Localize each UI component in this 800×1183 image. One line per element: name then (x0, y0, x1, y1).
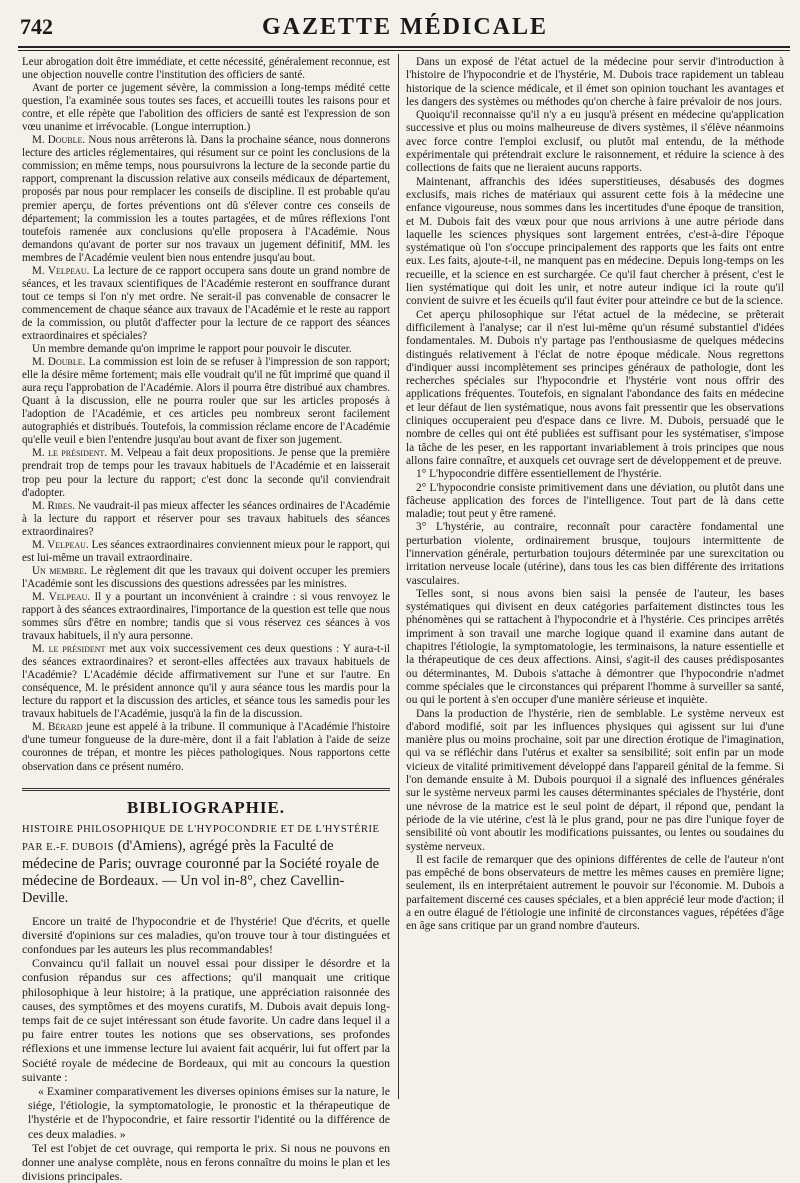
academy-proceedings (22, 56, 390, 774)
paragraph-text: met aux voix successivement ces deux questions : Y aura-t-il des séances extraordinaires? et seront-elles affectées aux travaux habituels de l'Académie? L'Académie décide affirmativement sur l'une et sur l'autre. En conséquence, M. le président annonce qu'il y aura séance tous les mardis pour la lecture du rapport et la discussion des articles, et séance tous les samedis pour les travaux habituels de l'Académie, jusqu'à la fin de la discussion. (22, 643, 390, 721)
review-paragraph: Il est facile de remarquer que des opinions différentes de celle de l'auteur n'ont pas empêché de bons observateurs de mettre les mêmes causes en première ligne; seulement, ils en interprétaient autrement le pouvoir sur l'économie. M. Dubois a parfaitement discerné ces causes spéciales, et a bien apprécié leur mode d'action; il a en outre élagué de l'étiologie une infinité de circonstances vagues, répétées d'âge en âge sans critique par un grand nombre d'auteurs. (406, 853, 784, 933)
proceedings-paragraph (22, 56, 390, 82)
proceedings-paragraph (22, 500, 390, 539)
proceedings-paragraph (22, 343, 390, 356)
speaker-name: M. le président (32, 643, 106, 656)
proceedings-paragraph (22, 265, 390, 343)
speaker-name: M. Velpeau. (32, 264, 90, 277)
speaker-name: M. Bérard (32, 721, 83, 734)
book-title-caps: HISTOIRE PHILOSOPHIQUE DE L'HYPOCONDRIE ET DE L'HYSTÉRIE PAR E.-F. DUBOIS (22, 823, 380, 853)
speaker-name: M. Double. (32, 356, 86, 369)
page-header (20, 12, 790, 48)
review-paragraph: Dans un exposé de l'état actuel de la médecine pour servir d'introduction à l'histoire de l'hypocondrie et de l'hystérie, M. Dubois trace rapidement un tableau historique de la science médicale, et il émet son opinion touchant les avantages et les dangers des systèmes ou méthodes qu'on cherche à faire prévaloir de nos jours. (406, 56, 784, 108)
paragraph-text: Leur abrogation doit être immédiate, et cette nécessité, généralement reconnue, est une objection nouvelle contre l'institution des officiers de santé. (22, 56, 390, 82)
paragraph-text: Un membre demande qu'on imprime le rapport pour pouvoir le discuter. (32, 343, 352, 356)
speaker-name: M. Velpeau. (32, 538, 89, 551)
speaker-name: Un membre. (32, 564, 87, 577)
review-paragraph: 1° L'hypocondrie diffère essentiellement de l'hystérie. (416, 468, 662, 481)
proceedings-paragraph (22, 643, 390, 721)
speaker-name: M. Double. (32, 134, 86, 147)
review-paragraph: Maintenant, affranchis des idées superstitieuses, désabusés des dogmes exclusifs, mais riches de matériaux qui assurent cette fois à la médecine une enfance vigoureuse, nous sommes dans les incertitudes d'une époque de transition, et M. Dubois fait des vœux pour que nous arrivions à une autre période dans laquelle les sciences physiques sont largement entrées, c'est-à-dire l'époque systématique où l'on s'occupe principalement des rapports que les faits ont entre eux. Les faits, ajoute-t-il, ne manquent pas en médecine. Depuis long-temps on les recueille, et la science en est surchargée. Ce qu'il faut chercher à présent, c'est le lien systématique qui doit les unir, et notre auteur indique ici la route qu'il convient de suivre et les écueils qu'il faut éviter pour atteindre ce but de la science. (406, 175, 784, 308)
review-paragraph: Convaincu qu'il fallait un nouvel essai pour dissiper le désordre et la confusion répandus sur ces affections; qu'il manquait une critique philosophique à leur histoire; à la pratique, une appréciation raisonnée des causes, des symptômes et des moyens curatifs, M. Dubois avait depuis long-temps fait de ce sujet intéressant son étude favorite. Un cadre dans lequel il a pu faire entrer toutes les notions que ses observations, ses profondes réflexions et une immense lecture lui avaient fait acquérir, lui fut offert par la Société royale de médecine de Bordeaux, qui mit au concours la question suivante : (22, 956, 390, 1084)
journal-title: GAZETTE MÉDICALE (261, 14, 549, 40)
review-paragraph: Tel est l'objet de cet ouvrage, qui remporta le prix. Si nous ne pouvons en donner une analyse complète, nous en ferons connaître du moins le plan et les divisions principales. (22, 1140, 390, 1183)
review-paragraph: Encore un traité de l'hypocondrie et de l'hystérie! Que d'écrits, et quelle diversité d'opinions sur ces maladies, qu'on trouve tour à tour distinguées et confondues par les auteurs les plus recommandables! (22, 913, 390, 957)
section-separator (22, 788, 390, 791)
review-paragraph: Dans la production de l'hystérie, rien de semblable. Le système nerveux est d'abord modifié, soit par les influences physiques qui agissent sur lui d'une manière plus ou moins prochaine, soit par une direction érotique de l'imagination, qui va se réfléchir dans l'utérus et exalter sa sensibilité; soit enfin par un mode vicieux de vitalité primitivement développé dans l'appareil génital de la femme. Si l'on demande ensuite à M. Dubois pourquoi il a signalé des influences générales sur le système nerveux parmi les causes déterminantes spéciales de l'hystérie, dont une névrose de la matrice est le seul point de départ, il répond que, pendant la période de la vie utérine, c'est là le plus grand, pour ne pas dire l'unique foyer de sensibilité où vont aboutir les modifications puissantes, ou lentes ou soudaines du système nerveux. (406, 707, 784, 853)
paragraph-text: Il y a pourtant un inconvénient à craindre : si vous renvoyez le rapport à des séances extraordinaires, l'importance de la question est telle que nous sommes sûrs d'être en nombre; tandis que si vous réservez ces séances à vos travaux habituels, il n'y aura personne. (22, 590, 390, 643)
left-column (22, 56, 390, 1183)
review-paragraph: Cet aperçu philosophique sur l'état actuel de la médecine, se prêterait difficilement à l'analyse; car il n'est lui-même qu'un résumé substantiel d'idées fondamentales. M. Dubois n'y partage pas l'enthousiasme de quelques médecins distingués relativement à l'éclat de notre époque médicale. Nous regrettons d'indiquer aussi incomplètement ses principes généraux de pathologie, dont les recherches spéciales sur l'hypocondrie et l'hystérie vont nous offrir des applications fréquentes. Toutefois, en signalant l'abondance des faits en médecine et leur défaut de lien systématique, nous avons fait pressentir que les observations cliniques occuperaient peu d'espace dans ce livre. M. Dubois, persuadé que le nombre de celles qui ont été publiées est suffisant pour les systématiser, s'impose la tâche de les peser, en les rapportant invariablement à trois principes que nous allons faire connaître, et auxquels cet ouvrage sert de développement et de preuve. (406, 308, 784, 467)
review-paragraph: 2° L'hypocondrie consiste primitivement dans une déviation, ou plutôt dans une fâcheuse application des forces de l'intelligence. Tout part de là dans cette maladie; tout peut y être ramené. (406, 481, 784, 521)
paragraph-text: Nous nous arrêterons là. Dans la prochaine séance, nous donnerons lecture des articles réglementaires, qui résument sur ce point les conclusions de la commission; en même temps, nous poursuivrons la lecture de la seconde partie du rapport, comprenant la discussion relative aux conseils médicaux de département, proposés par nous pour remplacer les conseils de discipline. Il est probable qu'au premier aperçu, de fortes préventions ont dû s'élever contre ces conseils de département; la commission les a toutes partagées, et de mûres réflexions l'ont toutefois ramenée aux conclusions qu'elle proposera à l'Académie. Nous demandons qu'avant de porter sur nos travaux un jugement définitif, MM. les membres de l'Académie veulent bien nous entendre jusqu'au bout. (22, 134, 390, 264)
paragraph-text: M. Velpeau a fait deux propositions. Je pense que la première prendrait trop de temps pour les travaux habituels de l'Académie et en laisserait trop peu pour la lecture du rapport; c'est donc la seconde qu'il conviendrait d'adopter. (22, 447, 390, 499)
header-rule-thin (18, 50, 790, 51)
proceedings-paragraph (22, 82, 390, 134)
paragraph-text: La commission est loin de se refuser à l'impression de son rapport; elle la désire même fortement; mais elle voudrait qu'il ne fût imprimé que quand il aura reçu l'approbation de l'Académie. Alors il pourra être distribué aux chambres. Quant à la discussion, elle ne pourra rouler que sur les articles proposés à l'adoption de l'Académie, et ces articles peu nombreux seront facilement autographiés et distribués. Toutefois, la commission réclame encore de l'Académie qu'elle veuil e bien l'entendre jusqu'au bout avant de fixer son jugement. (22, 356, 390, 447)
paragraph-text: jeune est appelé à la tribune. Il communique à l'Académie l'histoire d'une tumeur fongueuse de la dure-mère, dont il a fait l'ablation à l'aide de seize couronnes de trépan, et montre les pièces pathologiques. Nous rapportons cette observation dans ce présent numéro. (22, 721, 390, 773)
page-number: 742 (20, 14, 53, 39)
proceedings-paragraph (22, 447, 390, 499)
book-title (22, 820, 390, 907)
paragraph-text: La lecture de ce rapport occupera sans doute un grand nombre de séances, et les travaux scientifiques de l'Académie resteront en souffrance durant tout ce temps si l'on n'y met ordre. Ne serait-il pas convenable de consacrer le commencement de chaque séance aux travaux de l'Académie et le reste au rapport de la commission, ou plutôt d'affecter pour la lecture de ce rapport des séances extraordinaires et spéciales? (22, 264, 390, 342)
paragraph-text: Le règlement dit que les travaux qui doivent occuper les premiers l'Académie sont les discussions des questions adressées par les ministres. (22, 564, 390, 590)
book-review (22, 914, 390, 1183)
speaker-name: M. Ribes. (32, 499, 76, 512)
speaker-name: M. le président. (32, 447, 108, 460)
proceedings-paragraph (22, 591, 390, 643)
review-paragraph: Quoiqu'il reconnaisse qu'il n'y a eu jusqu'à présent en médecine qu'application successive et plus ou moins malheureuse de divers systèmes, il s'élève néanmoins avec force contre l'emploi exclusif, ou plutôt mal entendu, de la méthode expérimentale qui prétendrait exclure le raisonnement, et réduire la science à des collections de faits que ne lieraient aucuns rapports. (406, 109, 784, 175)
header-rule (18, 46, 790, 48)
competition-question: « Examiner comparativement les diverses opinions émises sur la nature, le siége, l'étiologie, la symptomatologie, le pronostic et la thérapeutique de l'hystérie et de l'hypocondrie, et faire ressortir l'identité ou la différence de ces deux maladies. » (28, 1084, 390, 1141)
proceedings-paragraph (22, 539, 390, 565)
review-paragraph: 3° L'hystérie, au contraire, reconnaît pour caractère fondamental une perturbation violente, ordinairement brusque, toujours intermittente de l'innervation générale, perturbation toujours déterminée par une surexcitation ou irritation nerveuse locale (utérine), dans tous les cas bien différente des irritations vasculaires. (406, 521, 784, 587)
column-divider (398, 54, 399, 1099)
review-paragraph: Telles sont, si nous avons bien saisi la pensée de l'auteur, les bases systématiques qui divisent en deux catégories parfaitement distinctes tous les phénomènes qui se rattachent à l'hypocondrie et à l'hystérie. Ces principes arrêtés impriment à son travail une marche logique quand il examine dans autant de chapitres l'étiologie, la symptomatologie, les terminaisons, la nature essentielle et la thérapeutique de ces deux affections. Ainsi, s'agit-il des causes prédisposantes ou déterminantes, M. Dubois s'attache à démontrer que l'hypocondrie n'admet comme spéciales que le circonstances qui préparent l'homme à surveiller sa santé, ou qui le portent à s'en occuper d'une manière sérieuse et inquiète. (406, 587, 784, 707)
proceedings-paragraph (22, 134, 390, 264)
speaker-name: M. Velpeau. (32, 590, 91, 603)
paragraph-text: Les séances extraordinaires conviennent mieux pour le rapport, qui est lui-même un travail extraordinaire. (22, 538, 390, 564)
paragraph-text: Ne vaudrait-il pas mieux affecter les séances ordinaires de l'Académie à la lecture du rapport et réserver pour ses travaux habituels des séances extraordinaires? (22, 499, 390, 538)
proceedings-paragraph (22, 721, 390, 773)
proceedings-paragraph (22, 565, 390, 591)
proceedings-paragraph (22, 356, 390, 447)
right-column (406, 56, 784, 1102)
paragraph-text: Avant de porter ce jugement sévère, la commission a long-temps médité cette question, l'a examinée sous toutes ses faces, et accueilli toutes les raisons pour et contre, et elle répète que l'abolition des officiers de santé est l'expression de son vœu unanime et irrévocable. (Longue interruption.) (22, 82, 390, 134)
bibliography-heading: BIBLIOGRAPHIE. (126, 797, 286, 817)
book-title-rest: (d'Amiens), agrégé près la Faculté de médecine de Paris; ouvrage couronné par la Société royale de médecine de Bordeaux. — Un vol in-8°, chez Cavellin-Deville. (22, 837, 380, 906)
